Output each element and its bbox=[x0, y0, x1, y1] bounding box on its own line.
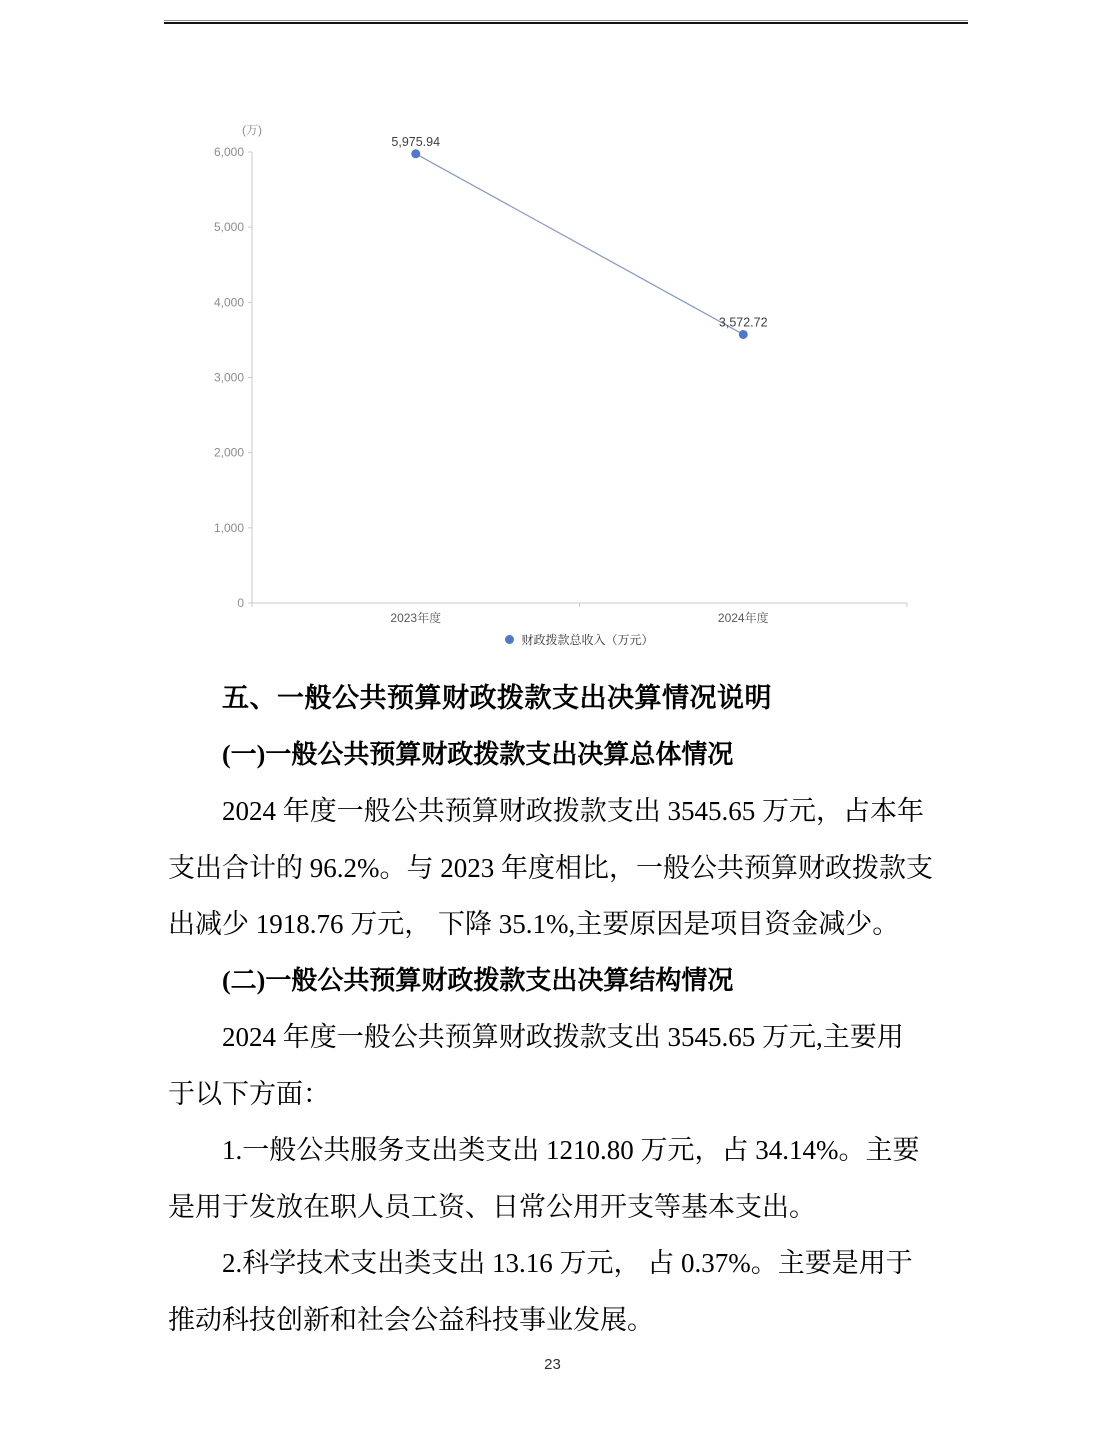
y-tick-label: 3,000 bbox=[213, 370, 244, 385]
data-point-label: 5,975.94 bbox=[391, 134, 441, 149]
y-tick-label: 1,000 bbox=[213, 520, 244, 535]
body-line: 推动科技创新和社会公益科技事业发展。 bbox=[168, 1304, 654, 1335]
document-body bbox=[168, 670, 992, 1348]
fiscal-income-line-chart bbox=[0, 0, 1105, 665]
body-line: 于以下方面： bbox=[168, 1078, 330, 1109]
chart-canvas bbox=[0, 0, 1105, 665]
body-line: 是用于发放在职人员工资、日常公用开支等基本支出。 bbox=[168, 1191, 816, 1222]
body-line: 支出合计的 96.2%。与 2023 年度相比，一般公共预算财政拨款支 bbox=[168, 852, 933, 883]
y-tick-label: 0 bbox=[237, 596, 244, 610]
section-heading: 五、一般公共预算财政拨款支出决算情况说明 bbox=[222, 683, 772, 713]
subsection-title-2: (二)一般公共预算财政拨款支出决算结构情况 bbox=[222, 965, 734, 995]
body-line: 2024 年度一般公共预算财政拨款支出 3545.65 万元,主要用 bbox=[222, 1022, 904, 1052]
y-tick-label: 6,000 bbox=[213, 145, 244, 159]
x-category-label: 2023年度 bbox=[390, 611, 442, 625]
data-point bbox=[739, 330, 748, 339]
chart-legend bbox=[252, 630, 907, 648]
body-line: 2024 年度一般公共预算财政拨款支出 3545.65 万元，占本年 bbox=[222, 796, 924, 826]
x-category-label: 2024年度 bbox=[717, 611, 769, 625]
data-point bbox=[411, 149, 420, 158]
series-line bbox=[416, 154, 744, 335]
body-line: 2.科学技术支出类支出 13.16 万元， 占 0.37%。主要是用于 bbox=[222, 1248, 913, 1278]
y-tick-label: 5,000 bbox=[213, 220, 244, 235]
page-number: 23 bbox=[544, 1356, 561, 1373]
legend-label: 财政拨款总收入（万元） bbox=[521, 632, 654, 647]
data-point-label: 3,572.72 bbox=[718, 315, 768, 330]
y-tick-label: 2,000 bbox=[213, 445, 244, 460]
body-line: 1.一般公共服务支出类支出 1210.80 万元，占 34.14%。主要 bbox=[222, 1135, 920, 1165]
body-line: 出减少 1918.76 万元， 下降 35.1%,主要原因是项目资金减少。 bbox=[168, 909, 900, 939]
legend-marker-icon bbox=[505, 635, 514, 644]
subsection-title-1: (一)一般公共预算财政拨款支出决算总体情况 bbox=[222, 739, 734, 769]
y-axis-unit-label: (万) bbox=[242, 123, 262, 137]
y-tick-label: 4,000 bbox=[213, 295, 244, 310]
